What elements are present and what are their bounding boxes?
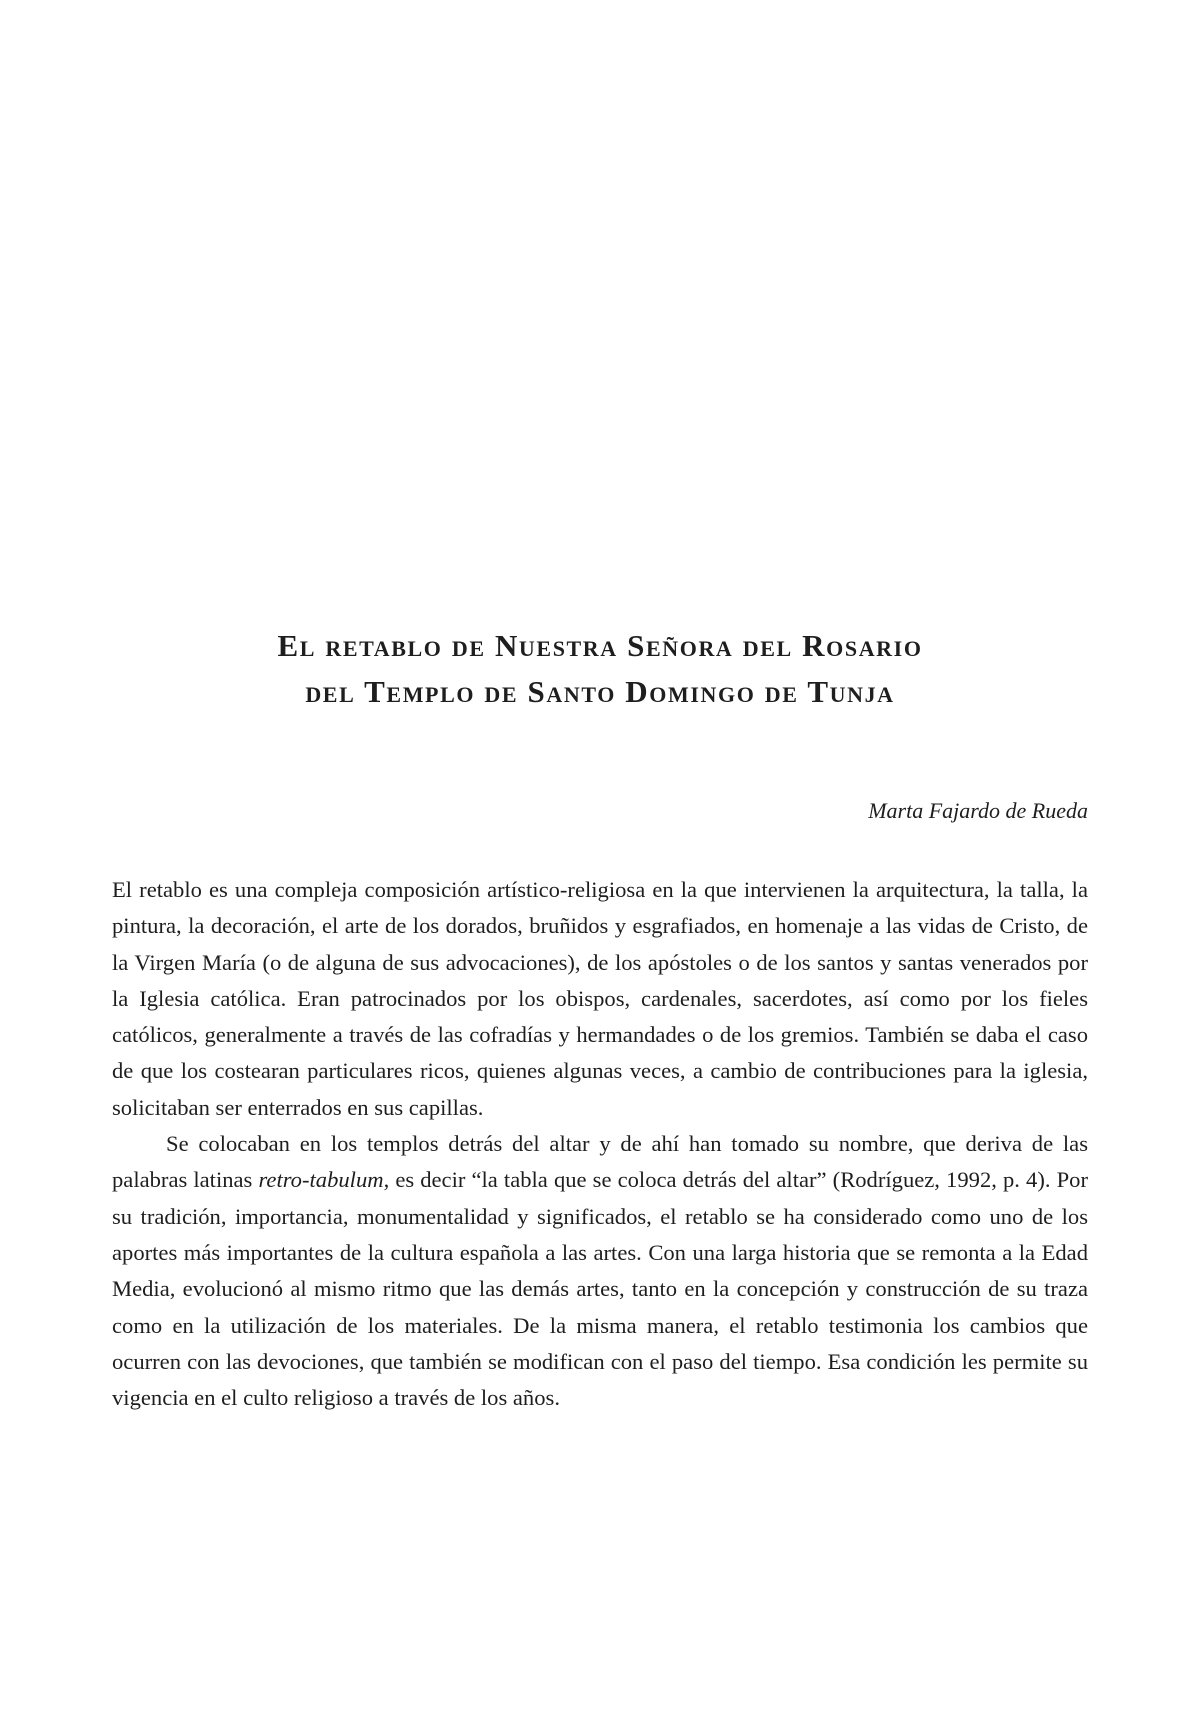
chapter-title: [112, 623, 1088, 715]
paragraph-2-part-1: Se colocaban en los templos detrás del altar y de ahí han tomado su nombre, que deriva de las palabras latinas: [112, 1131, 1088, 1193]
chapter-title-line-2: del Templo de Santo Domingo de Tunja: [305, 673, 895, 709]
paragraph-1: El retablo es una compleja composición artístico-religiosa en la que intervienen la arquitectura, la talla, la pintura, la decoración, el arte de los dorados, bruñidos y esgrafiados, en homenaje a las vidas de Cristo, de la Virgen María (o de alguna de sus advocaciones), de los apóstoles o de los santos y santas venerados por la Iglesia católica. Eran patrocinados por los obispos, cardenales, sacerdotes, así como por los fieles católicos, generalmente a través de las cofradías y hermandades o de los gremios. También se daba el caso de que los costearan particulares ricos, quienes algunas veces, a cambio de contribuciones para la iglesia, solicitaban ser enterrados en sus capillas.: [112, 877, 1088, 1120]
chapter-title-line-1: El retablo de Nuestra Señora del Rosario: [277, 627, 923, 663]
body-text: [112, 872, 1088, 1416]
author-name: Marta Fajardo de Rueda: [868, 798, 1088, 823]
paragraph-2-part-2: , es decir “la tabla que se coloca detrás del altar” (Rodríguez, 1992, p. 4). Por su tradición, importancia, monumentalidad y significados, el retablo se ha considerado como uno de los aportes más importantes de la cultura española a las artes. Con una larga historia que se remonta a la Edad Media, evolucionó al mismo ritmo que las demás artes, tanto en la concepción y construcción de su traza como en la utilización de los materiales. De la misma manera, el retablo testimonia los cambios que ocurren con las devociones, que también se modifican con el paso del tiempo. Esa condición les permite su vigencia en el culto religioso a través de los años.: [112, 1167, 1088, 1411]
paragraph-2: [112, 1126, 1088, 1416]
latin-term: retro-tabulum: [258, 1167, 384, 1193]
